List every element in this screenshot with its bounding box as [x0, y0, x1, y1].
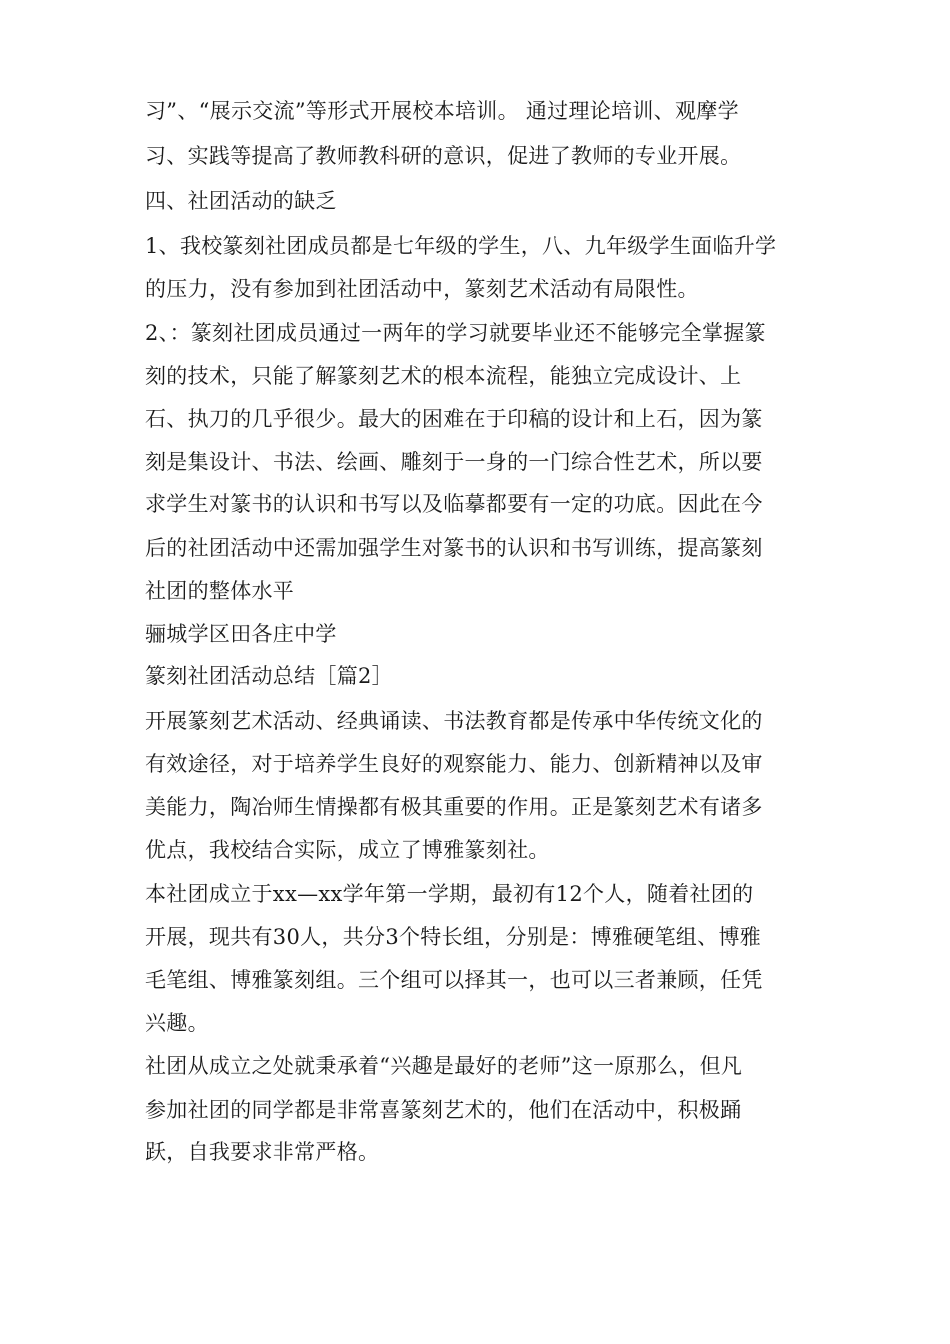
text-line: 习、实践等提高了教师教科研的意识，促进了教师的专业开展。 [145, 144, 742, 168]
text-line: 后的社团活动中还需加强学生对篆书的认识和书写训练，提高篆刻 [145, 536, 763, 560]
section-heading: 四、社团活动的缺乏 [145, 189, 337, 213]
text-line: 的压力，没有参加到社团活动中，篆刻艺术活动有局限性。 [145, 277, 699, 301]
article-title: 篆刻社团活动总结［篇2］ [145, 664, 393, 688]
text-line: 刻的技术，只能了解篆刻艺术的根本流程，能独立完成设计、上 [145, 364, 742, 388]
text-line: 优点，我校结合实际，成立了博雅篆刻社。 [145, 838, 550, 862]
text-line: 跃，自我要求非常严格。 [145, 1140, 380, 1164]
text-line: 石、执刀的几乎很少。最大的困难在于印稿的设计和上石，因为篆 [145, 407, 763, 431]
text-line: 2、：篆刻社团成员通过一两年的学习就要毕业还不能够完全掌握篆 [145, 321, 766, 345]
text-line: 开展，现共有30人，共分3个特长组，分别是：博雅硬笔组、博雅 [145, 925, 762, 949]
text-line: 毛笔组、博雅篆刻组。三个组可以择其一，也可以三者兼顾，任凭 [145, 968, 763, 992]
text-line: 刻是集设计、书法、绘画、雕刻于一身的一门综合性艺术，所以要 [145, 450, 763, 474]
school-name: 骊城学区田各庄中学 [145, 622, 337, 646]
text-line: 兴趣。 [145, 1011, 209, 1035]
text-line: 参加社团的同学都是非常喜篆刻艺术的，他们在活动中，积极踊 [145, 1098, 742, 1122]
text-line: 习”、“展示交流”等形式开展校本培训。 通过理论培训、观摩学 [145, 99, 739, 123]
text-line: 有效途径，对于培养学生良好的观察能力、能力、创新精神以及审 [145, 752, 763, 776]
text-line: 社团的整体水平 [145, 579, 295, 603]
text-line: 美能力，陶冶师生情操都有极其重要的作用。正是篆刻艺术有诸多 [145, 795, 763, 819]
text-line: 求学生对篆书的认识和书写以及临摹都要有一定的功底。因此在今 [145, 492, 763, 516]
text-line: 1、我校篆刻社团成员都是七年级的学生，八、九年级学生面临升学 [145, 234, 777, 258]
text-line: 社团从成立之处就秉承着“兴趣是最好的老师”这一原那么，但凡 [145, 1054, 743, 1078]
text-line: 本社团成立于xx—xx学年第一学期，最初有12个人，随着社团的 [145, 882, 754, 906]
text-line: 开展篆刻艺术活动、经典诵读、书法教育都是传承中华传统文化的 [145, 709, 763, 733]
